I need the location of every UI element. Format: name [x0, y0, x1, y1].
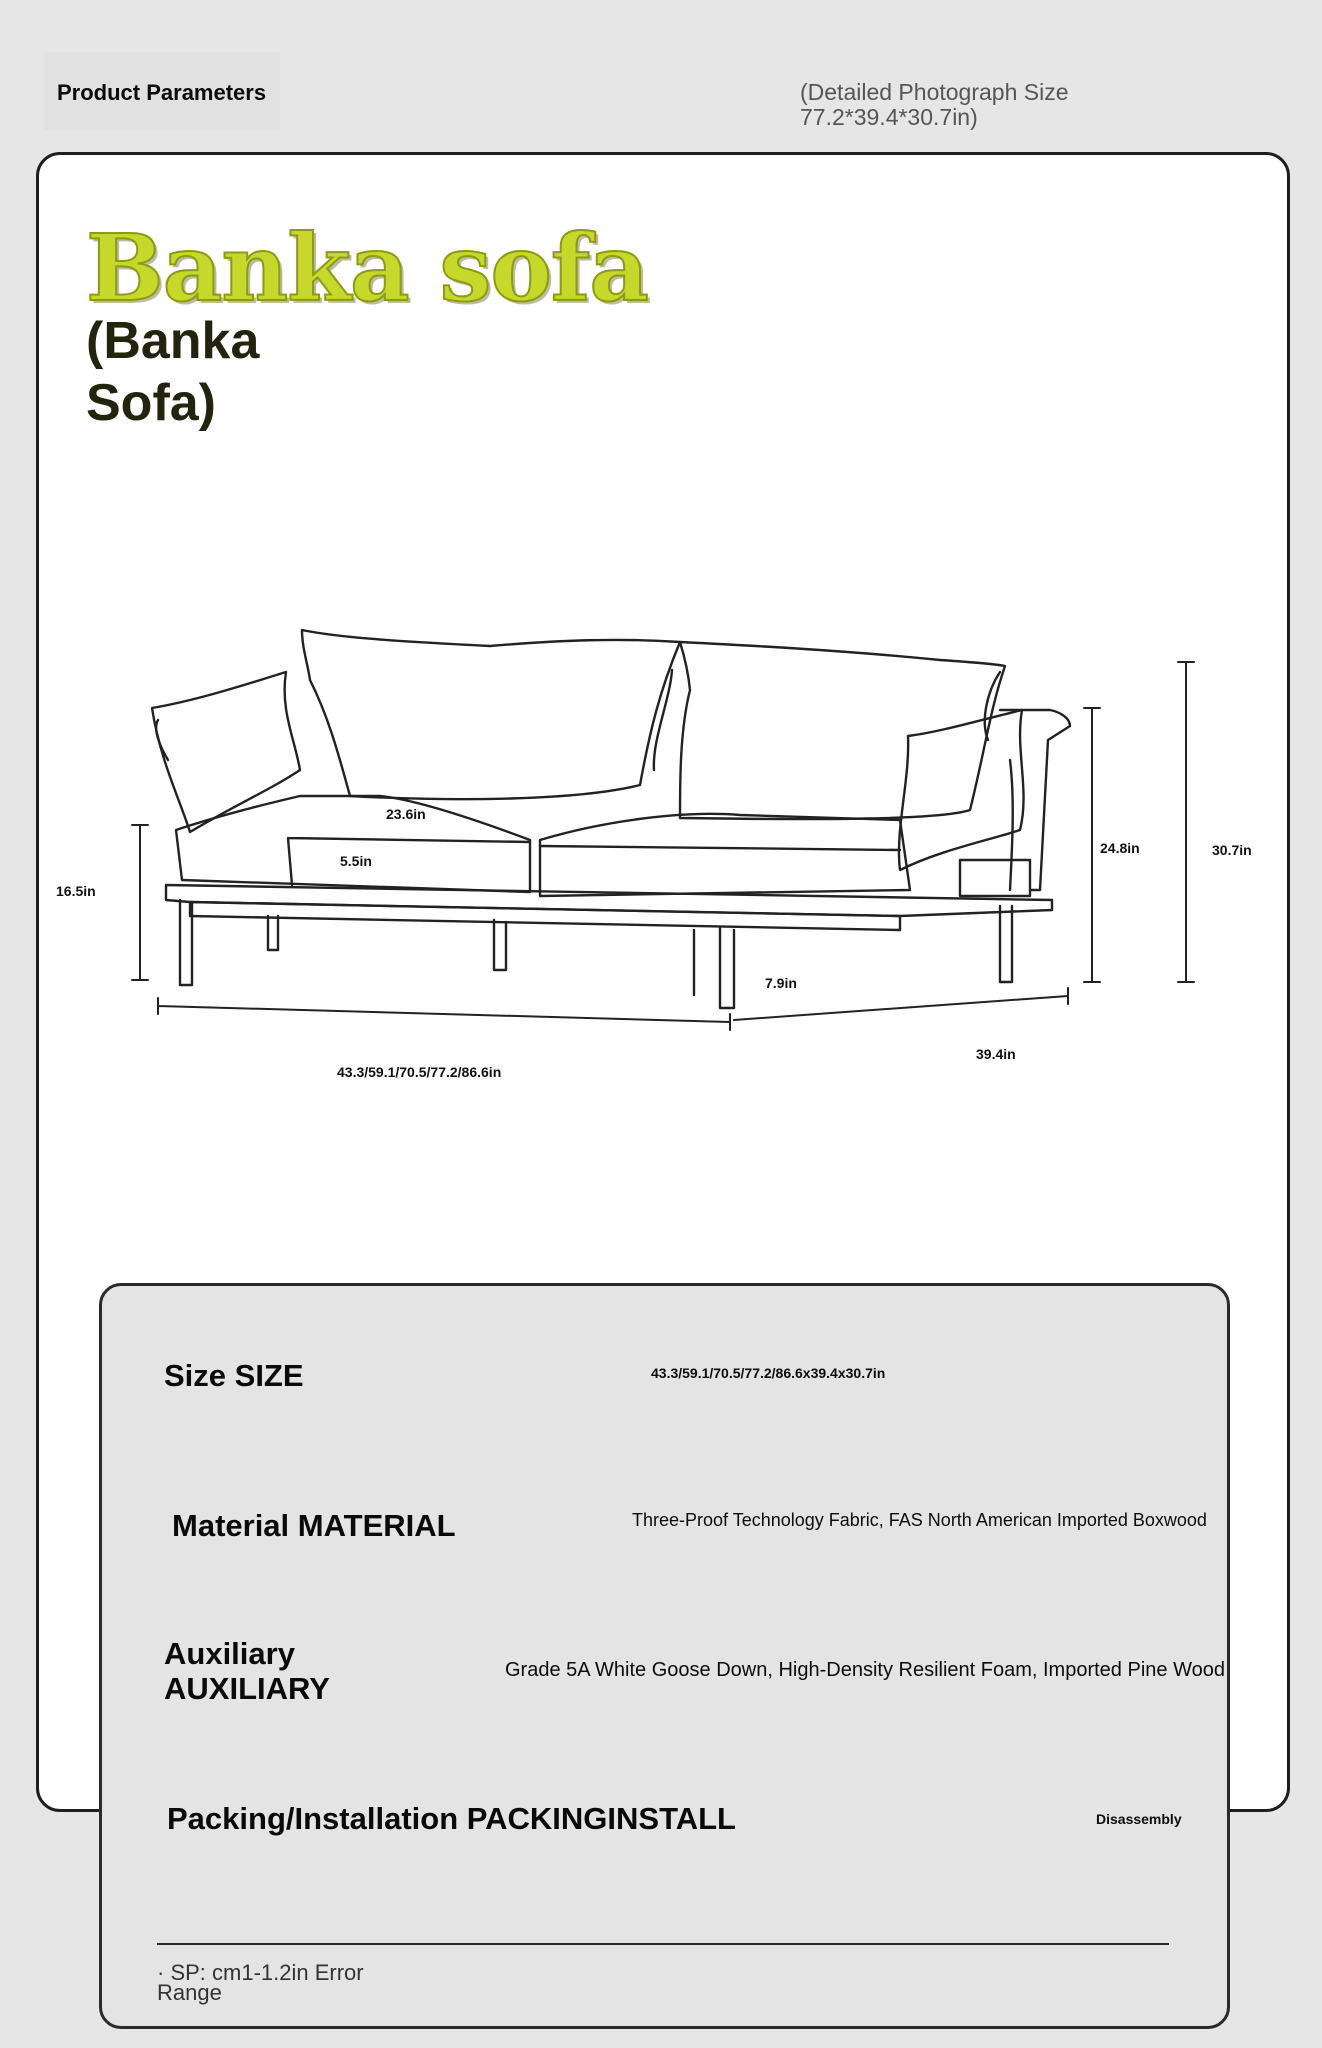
sofa-diagram-icon: [40, 610, 1290, 1110]
page-title: Product Parameters: [44, 52, 280, 130]
product-name: Banka sofa: [86, 214, 648, 322]
total-height-label: 30.7in: [1212, 842, 1252, 858]
arm-height-label: 24.8in: [1100, 840, 1140, 856]
product-subtitle: (Banka Sofa): [86, 312, 260, 432]
packing-value: Disassembly: [1096, 1811, 1182, 1827]
photo-size-note: (Detailed Photograph Size 77.2*39.4*30.7in): [800, 79, 1069, 130]
material-label: Material MATERIAL: [172, 1508, 456, 1543]
auxiliary-value: Grade 5A White Goose Down, High-Density Resilient Foam, Imported Pine Wood: [505, 1659, 1225, 1681]
size-label: Size SIZE: [164, 1358, 304, 1393]
leg-height-label: 7.9in: [765, 975, 797, 991]
error-range-note: · SP: cm1-1.2in Error Range: [157, 1960, 364, 2005]
auxiliary-label: Auxiliary AUXILIARY: [164, 1636, 330, 1706]
divider: [157, 1943, 1169, 1945]
seat-depth-label: 23.6in: [386, 806, 426, 822]
cushion-thickness-label: 5.5in: [340, 853, 372, 869]
seat-height-label: 16.5in: [56, 883, 96, 899]
material-value: Three-Proof Technology Fabric, FAS North American Imported Boxwood: [632, 1510, 1207, 1530]
length-label: 43.3/59.1/70.5/77.2/86.6in: [337, 1064, 502, 1080]
packing-label: Packing/Installation PACKINGINSTALL: [167, 1801, 736, 1836]
size-value: 43.3/59.1/70.5/77.2/86.6x39.4x30.7in: [651, 1365, 886, 1381]
depth-label: 39.4in: [976, 1046, 1016, 1062]
